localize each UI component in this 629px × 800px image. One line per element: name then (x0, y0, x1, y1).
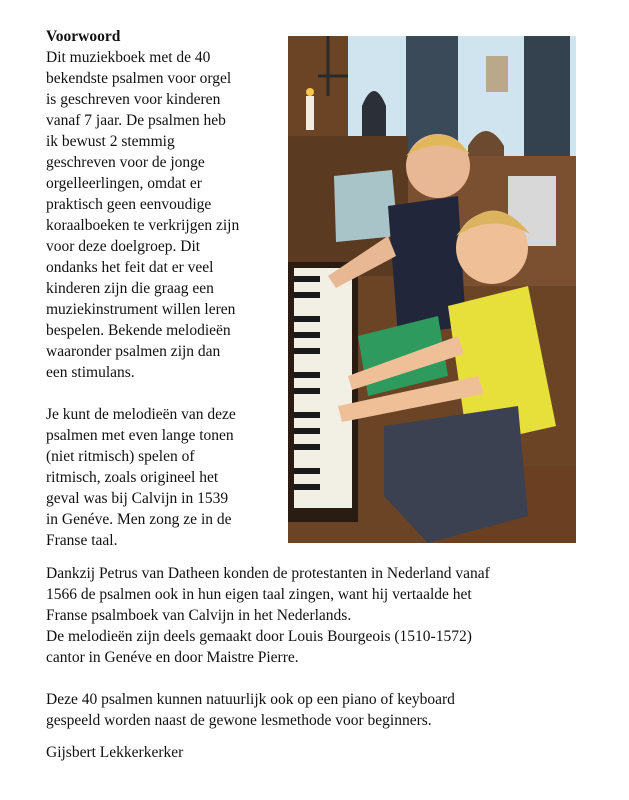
text-line: ondanks het feit dat er veel (46, 259, 214, 276)
text-line: Dankzij Petrus van Datheen konden de protestanten in Nederland vanaf (46, 565, 490, 582)
text-line: muziekinstrument willen leren (46, 301, 236, 318)
candle (306, 96, 314, 130)
text-line: (niet ritmisch) spelen of (46, 448, 195, 465)
text-line: 1566 de psalmen ook in hun eigen taal zingen, want hij vertaalde het (46, 586, 472, 603)
author-signature: Gijsbert Lekkerkerker (46, 744, 184, 761)
text-line: bekendste psalmen voor orgel (46, 70, 232, 87)
text-line: Deze 40 psalmen kunnen natuurlijk ook op een piano of keyboard (46, 691, 455, 708)
text-line: ritmisch, zoals origineel het (46, 469, 219, 486)
text-line: cantor in Genéve en door Maistre Pierre. (46, 649, 299, 666)
text-line: koraalboeken te verkrijgen zijn (46, 217, 240, 234)
text-line: orgelleerlingen, omdat er (46, 175, 202, 192)
text-line: De melodieën zijn deels gemaakt door Louis Bourgeois (1510-1572) (46, 628, 472, 645)
text-line: waaronder psalmen zijn dan (46, 343, 221, 360)
text-line: bespelen. Bekende melodieën (46, 322, 231, 339)
text-line: geval was bij Calvijn in 1539 (46, 490, 229, 507)
text-line: praktisch geen eenvoudige (46, 196, 212, 213)
text-line: geschreven voor de jonge (46, 154, 205, 171)
preface-heading: Voorwoord (46, 28, 121, 45)
wall-plaque (486, 56, 508, 92)
text-line: kinderen zijn die graag een (46, 280, 214, 297)
text-line: in Genéve. Men zong ze in de (46, 511, 232, 528)
organ-photo-illustration (288, 36, 576, 543)
history-paragraph (46, 563, 606, 731)
paragraph-gap (46, 383, 282, 404)
text-line: gespeeld worden naast de gewone lesmethode voor beginners. (46, 712, 432, 729)
text-line: Franse taal. (46, 532, 118, 549)
text-line: Dit muziekboek met de 40 (46, 49, 211, 66)
text-line: een stimulans. (46, 364, 135, 381)
text-line: is geschreven voor kinderen (46, 91, 221, 108)
candle-flame (306, 88, 314, 96)
text-line: Je kunt de melodieën van deze (46, 406, 236, 423)
paragraph-gap (46, 668, 606, 689)
organ-photo (288, 36, 576, 543)
text-line: psalmen met even lange tonen (46, 427, 234, 444)
text-line: vanaf 7 jaar. De psalmen heb (46, 112, 226, 129)
intro-column (46, 47, 282, 551)
stone-pillar-right (524, 36, 570, 166)
text-line: ik bewust 2 stemmig (46, 133, 175, 150)
text-line: Franse psalmboek van Calvijn in het Nederlands. (46, 607, 352, 624)
text-line: voor deze doelgroep. Dit (46, 238, 201, 255)
